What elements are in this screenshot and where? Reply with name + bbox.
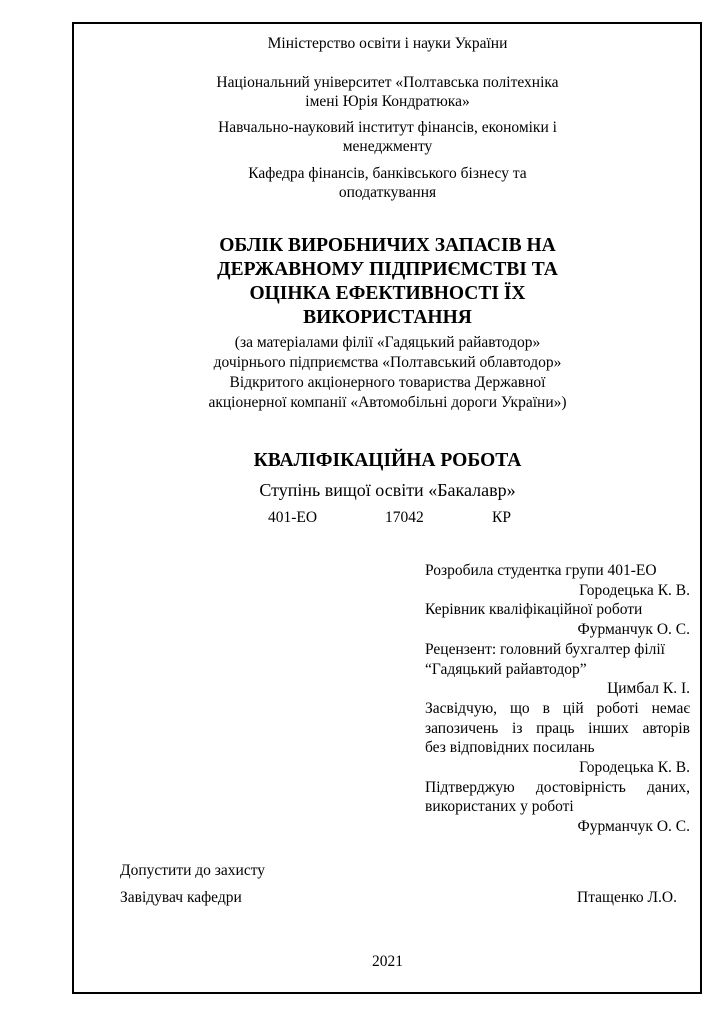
head-label: Завідувач кафедри [120, 889, 242, 906]
signature-line: Городецька К. В. [579, 759, 690, 777]
signature-line: Розробила студентка групи 401-ЕО [425, 562, 657, 579]
signature-line: запозичень із праць інших авторів [425, 719, 690, 737]
signature-line: Керівник кваліфікаційної роботи [425, 601, 643, 619]
ministry: Міністерство освіти і науки України [267, 35, 508, 52]
signature-line: Підтверджую достовірність даних, [425, 778, 690, 796]
signature-block [425, 561, 690, 837]
department [80, 165, 695, 202]
university [80, 74, 695, 111]
admit-to-defense: Допустити до захисту [120, 862, 266, 879]
title-line: ОЦІНКА ЕФЕКТИВНОСТІ ЇХ [249, 283, 526, 304]
signature-line: Рецензент: головний бухгалтер філії [425, 640, 665, 658]
signature-line: Засвідчую, що в цій роботі немає [425, 699, 690, 717]
work-type: КВАЛІФІКАЦІЙНА РОБОТА [253, 450, 522, 471]
title-line: ДЕРЖАВНОМУ ПІДПРИЄМСТВІ ТА [217, 259, 558, 280]
subtitle-line: Відкритого акціонерного товариства Державної [229, 374, 546, 391]
signature-line: використаних у роботі [425, 798, 574, 816]
institute-line: Навчально-науковий інститут фінансів, економіки і [218, 119, 557, 136]
subtitle-line: дочірнього підприємства «Полтавський облавтодор» [213, 354, 562, 371]
title-line: ОБЛІК ВИРОБНИЧИХ ЗАПАСІВ НА [219, 235, 556, 256]
department-line: Кафедра фінансів, банківського бізнесу та [248, 165, 527, 182]
signature-line: “Гадяцький райавтодор” [425, 660, 587, 678]
thesis-subtitle [80, 333, 695, 413]
signature-line: Городецька К. В. [579, 581, 690, 599]
group-code: 401-ЕО [268, 509, 318, 526]
degree: Ступінь вищої освіти «Бакалавр» [259, 480, 516, 500]
year: 2021 [372, 953, 403, 970]
department-line: оподаткування [338, 183, 437, 201]
head-name: Птащенко Л.О. [577, 889, 677, 906]
subtitle-line: акціонерної компанії «Автомобільні дороги України») [208, 394, 567, 411]
title-line: ВИКОРИСТАННЯ [303, 307, 472, 328]
university-line: імені Юрія Кондратюка» [305, 92, 470, 110]
student-code: 17042 [385, 509, 424, 526]
work-code: КР [492, 509, 511, 526]
thesis-title [80, 234, 695, 330]
university-line: Національний університет «Полтавська політехніка [216, 74, 559, 91]
institute [80, 119, 695, 156]
signature-line: Фурманчук О. С. [577, 621, 690, 639]
subtitle-line: (за матеріалами філії «Гадяцький райавтодор» [234, 334, 541, 351]
signature-line: без відповідних посилань [425, 739, 595, 757]
signature-line: Цимбал К. І. [607, 680, 690, 698]
signature-line: Фурманчук О. С. [577, 818, 690, 836]
institute-line: менеджменту [342, 137, 433, 155]
